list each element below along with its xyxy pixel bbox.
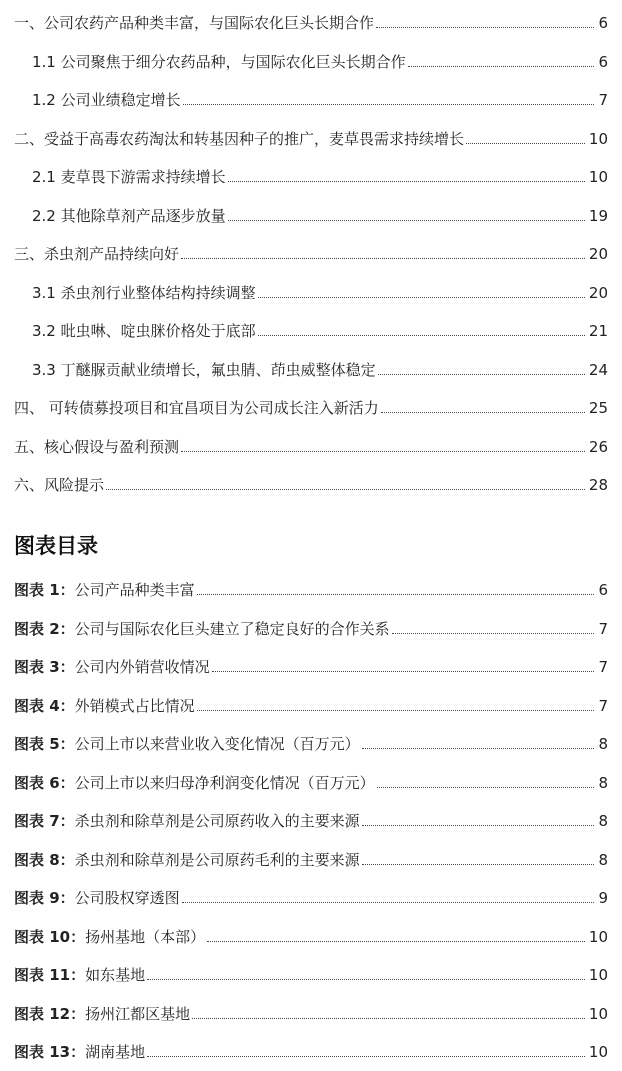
figure-label: 公司上市以来营业收入变化情况（百万元） [74, 735, 360, 753]
figure-entry[interactable] [0, 1037, 622, 1061]
figure-label: 公司与国际农化巨头建立了稳定良好的合作关系 [74, 620, 390, 638]
toc-entry-page: 25 [588, 399, 608, 417]
dot-leader [147, 1055, 585, 1057]
figure-page: 8 [598, 735, 608, 753]
dot-leader [182, 901, 594, 903]
figure-prefix: 图表 6： [14, 774, 75, 792]
figure-label: 公司股权穿透图 [74, 889, 180, 907]
toc-entry[interactable] [0, 278, 622, 302]
toc-entry-label: 3.1 杀虫剂行业整体结构持续调整 [32, 284, 256, 302]
dot-leader [228, 180, 585, 182]
figure-entry[interactable] [0, 806, 622, 830]
dot-leader [392, 632, 594, 634]
toc-entry-label: 1.2 公司业绩稳定增长 [32, 91, 181, 109]
figure-prefix: 图表 10： [14, 928, 86, 946]
figure-entry[interactable] [0, 652, 622, 676]
figure-label: 扬州江都区基地 [85, 1005, 191, 1023]
figure-page: 10 [588, 1043, 608, 1061]
toc-entry-label: 六、风险提示 [14, 476, 105, 494]
figure-label: 公司上市以来归母净利润变化情况（百万元） [74, 774, 375, 792]
toc-entry-label: 五、核心假设与盈利预测 [14, 438, 180, 456]
toc-entry-page: 7 [598, 91, 608, 109]
toc-entry-label: 3.2 吡虫啉、啶虫脒价格处于底部 [32, 322, 256, 340]
toc-entry[interactable] [0, 432, 622, 456]
toc-entry[interactable] [0, 355, 622, 379]
toc-entry-page: 6 [598, 14, 608, 32]
figure-prefix: 图表 11： [14, 966, 86, 984]
toc-entry-label: 3.3 丁醚脲贡献业绩增长，氟虫腈、茚虫威整体稳定 [32, 361, 376, 379]
dot-leader [362, 824, 594, 826]
figure-prefix: 图表 2： [14, 620, 75, 638]
dot-leader [377, 786, 594, 788]
dot-leader [362, 747, 594, 749]
figure-page: 6 [598, 581, 608, 599]
dot-leader [378, 373, 585, 375]
dot-leader [183, 103, 594, 105]
figure-entry[interactable] [0, 729, 622, 753]
figure-entry[interactable] [0, 883, 622, 907]
figure-label: 杀虫剂和除草剂是公司原药收入的主要来源 [74, 812, 360, 830]
dot-leader [106, 488, 585, 490]
dot-leader [197, 709, 594, 711]
toc-entry-page: 6 [598, 53, 608, 71]
figure-label: 如东基地 [85, 966, 146, 984]
figure-label: 杀虫剂和除草剂是公司原药毛利的主要来源 [74, 851, 360, 869]
toc-entry-label: 一、公司农药产品种类丰富，与国际农化巨头长期合作 [14, 14, 375, 32]
figure-page: 9 [598, 889, 608, 907]
dot-leader [408, 65, 594, 67]
toc-entry-label: 二、受益于高毒农药淘汰和转基因种子的推广，麦草畏需求持续增长 [14, 130, 465, 148]
figure-prefix: 图表 4： [14, 697, 75, 715]
toc-entry[interactable] [0, 201, 622, 225]
toc-entry-page: 26 [588, 438, 608, 456]
toc-entry-page: 10 [588, 130, 608, 148]
dot-leader [258, 334, 585, 336]
figure-page: 8 [598, 812, 608, 830]
figure-prefix: 图表 13： [14, 1043, 86, 1061]
figure-entry[interactable] [0, 922, 622, 946]
dot-leader [207, 940, 585, 942]
figure-prefix: 图表 7： [14, 812, 75, 830]
toc-entry-page: 20 [588, 245, 608, 263]
toc-entry-label: 四、 可转债募投项目和宜昌项目为公司成长注入新活力 [14, 399, 379, 417]
dot-leader [362, 863, 594, 865]
toc-entry[interactable] [0, 470, 622, 494]
figure-entry[interactable] [0, 999, 622, 1023]
figure-prefix: 图表 12： [14, 1005, 86, 1023]
toc-entry-page: 19 [588, 207, 608, 225]
figure-label: 公司内外销营收情况 [74, 658, 210, 676]
toc-entry-label: 2.2 其他除草剂产品逐步放量 [32, 207, 226, 225]
dot-leader [181, 257, 585, 259]
dot-leader [197, 593, 594, 595]
toc-entry-page: 20 [588, 284, 608, 302]
dot-leader [181, 450, 585, 452]
toc-entry[interactable] [0, 124, 622, 148]
toc-entry[interactable] [0, 316, 622, 340]
figure-entry[interactable] [0, 691, 622, 715]
toc-entry-page: 28 [588, 476, 608, 494]
dot-leader [381, 411, 585, 413]
figure-prefix: 图表 8： [14, 851, 75, 869]
dot-leader [376, 26, 594, 28]
toc-entry-page: 21 [588, 322, 608, 340]
toc-entry[interactable] [0, 162, 622, 186]
dot-leader [228, 219, 585, 221]
figure-page: 7 [598, 658, 608, 676]
dot-leader [192, 1017, 585, 1019]
dot-leader [258, 296, 585, 298]
figure-prefix: 图表 3： [14, 658, 75, 676]
figure-prefix: 图表 9： [14, 889, 75, 907]
figure-label: 公司产品种类丰富 [74, 581, 195, 599]
toc-entry[interactable] [0, 47, 622, 71]
toc-entry-page: 24 [588, 361, 608, 379]
toc-entry[interactable] [0, 239, 622, 263]
figure-entry[interactable] [0, 768, 622, 792]
toc-entry[interactable] [0, 85, 622, 109]
toc-entry-label: 三、杀虫剂产品持续向好 [14, 245, 180, 263]
toc-entry[interactable] [0, 393, 622, 417]
figure-page: 10 [588, 928, 608, 946]
figure-label: 扬州基地（本部） [85, 928, 206, 946]
figure-prefix: 图表 1： [14, 581, 75, 599]
figure-entry[interactable] [0, 614, 622, 638]
figure-page: 8 [598, 851, 608, 869]
figure-page: 7 [598, 697, 608, 715]
figure-entry[interactable] [0, 845, 622, 869]
dot-leader [212, 670, 594, 672]
figure-page: 10 [588, 966, 608, 984]
toc-entry-label: 1.1 公司聚焦于细分农药品种，与国际农化巨头长期合作 [32, 53, 406, 71]
toc-entry-page: 10 [588, 168, 608, 186]
dot-leader [147, 978, 585, 980]
figures-heading: 图表目录 [14, 534, 98, 558]
figure-page: 10 [588, 1005, 608, 1023]
figure-entry[interactable] [0, 960, 622, 984]
figure-prefix: 图表 5： [14, 735, 75, 753]
figure-label: 湖南基地 [85, 1043, 146, 1061]
figure-entry[interactable] [0, 575, 622, 599]
figure-page: 8 [598, 774, 608, 792]
dot-leader [466, 142, 585, 144]
toc-entry-label: 2.1 麦草畏下游需求持续增长 [32, 168, 226, 186]
figure-label: 外销模式占比情况 [74, 697, 195, 715]
toc-entry[interactable] [0, 8, 622, 32]
figure-page: 7 [598, 620, 608, 638]
